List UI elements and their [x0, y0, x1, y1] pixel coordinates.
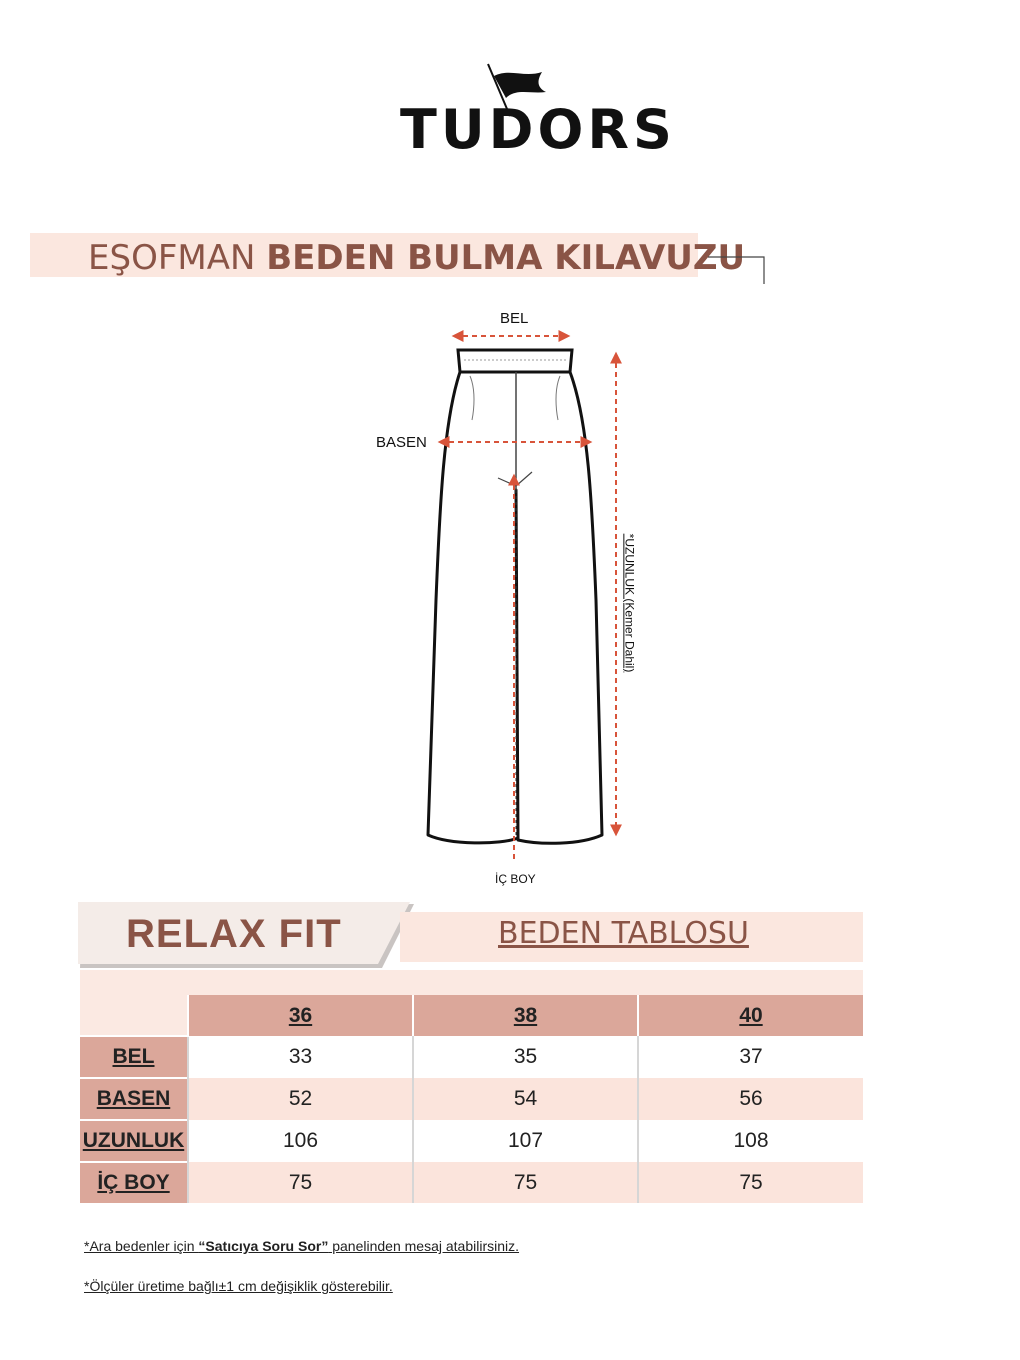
note-tolerance: *Ölçüler üretime bağlı±1 cm değişiklik gösterebilir.: [84, 1278, 393, 1294]
header-blank: [80, 995, 188, 1036]
corner-decoration: [708, 256, 768, 286]
header-size-38: 38: [413, 995, 638, 1036]
row-label-uzunluk: UZUNLUK: [80, 1120, 188, 1162]
table-row: [80, 1120, 863, 1162]
table-row: [80, 1036, 863, 1078]
header-size-36: 36: [188, 995, 413, 1036]
size-table: [80, 995, 863, 1203]
table-cell: 75: [413, 1162, 638, 1203]
label-ic-boy: İÇ BOY: [495, 872, 536, 886]
header-size-40: 40: [638, 995, 863, 1036]
title-bold: BEDEN BULMA KILAVUZU: [266, 238, 746, 278]
table-cell: 56: [638, 1078, 863, 1120]
table-cell: 107: [413, 1120, 638, 1162]
label-basen: BASEN: [376, 434, 427, 451]
label-uzunluk: *UZUNLUK (Kemer Dahil): [622, 533, 637, 673]
table-row: [80, 1162, 863, 1203]
row-label-basen: BASEN: [80, 1078, 188, 1120]
table-cell: 108: [638, 1120, 863, 1162]
fit-label: RELAX FIT: [126, 912, 342, 956]
table-cell: 54: [413, 1078, 638, 1120]
note1-pre: *Ara bedenler için: [84, 1238, 199, 1254]
page-title: [88, 238, 745, 278]
brand-logo: [380, 58, 676, 168]
table-cell: 33: [188, 1036, 413, 1078]
note1-bold: “Satıcıya Soru Sor”: [198, 1238, 329, 1254]
row-label-bel: BEL: [80, 1036, 188, 1078]
table-cell: 37: [638, 1036, 863, 1078]
row-label-ic-boy: İÇ BOY: [80, 1162, 188, 1203]
table-header-row: [80, 995, 863, 1036]
table-cell: 75: [188, 1162, 413, 1203]
note-intermediate-sizes: [84, 1238, 519, 1254]
label-bel: BEL: [500, 310, 529, 327]
table-cell: 75: [638, 1162, 863, 1203]
table-cell: 52: [188, 1078, 413, 1120]
pants-diagram: [360, 300, 660, 860]
table-row: [80, 1078, 863, 1120]
table-cell: 35: [413, 1036, 638, 1078]
title-light: EŞOFMAN: [88, 238, 256, 278]
brand-name: TUDORS: [400, 98, 676, 161]
note1-post: panelinden mesaj atabilirsiniz.: [328, 1238, 520, 1254]
table-title: BEDEN TABLOSU: [498, 916, 749, 951]
table-cell: 106: [188, 1120, 413, 1162]
